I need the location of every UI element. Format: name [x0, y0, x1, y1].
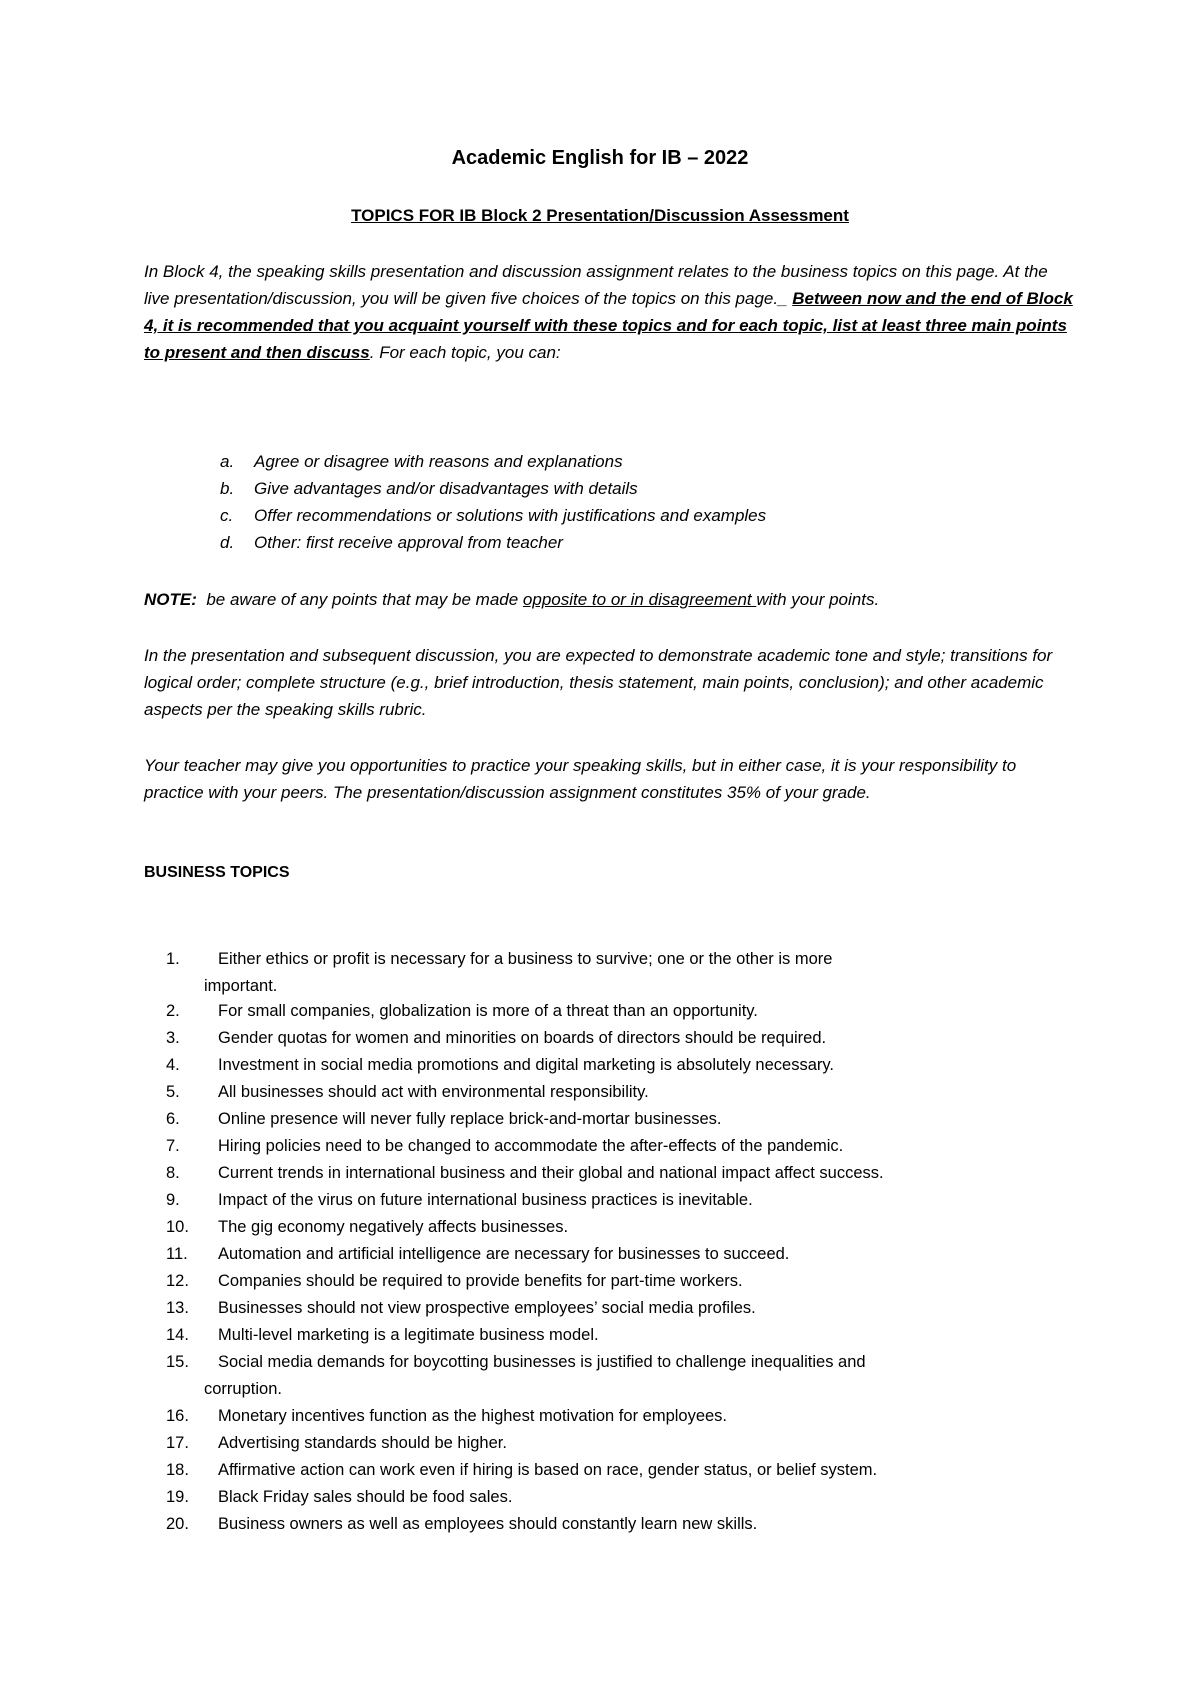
- topic-number: 7.: [166, 1137, 180, 1155]
- topic-text: Gender quotas for women and minorities on boards of directors should be required.: [218, 1029, 827, 1047]
- business-topics-list: [166, 946, 1066, 1538]
- topic-text: Automation and artificial intelligence are necessary for businesses to succeed.: [218, 1245, 790, 1263]
- response-options-list: [220, 448, 1060, 556]
- intro-emphasis: Between now and the end of Block 4, it is recommended that you acquaint yourself with these topics and for each topic, list at least three main points to present and then discuss: [144, 289, 1073, 362]
- note-underlined: opposite to or in disagreement: [522, 590, 757, 609]
- topic-number: 2.: [166, 1002, 180, 1020]
- topic-item: [166, 998, 1066, 1025]
- option-item: [220, 529, 1060, 556]
- topic-text: Multi-level marketing is a legitimate business model.: [218, 1326, 599, 1344]
- option-marker: b.: [220, 479, 235, 498]
- topic-item: [166, 1214, 1066, 1241]
- topic-number: 12.: [166, 1272, 189, 1290]
- topic-text: Either ethics or profit is necessary for a business to survive; one or the other is more: [218, 950, 833, 968]
- option-text: Agree or disagree with reasons and explanations: [254, 452, 623, 471]
- topic-item: [166, 1295, 1066, 1322]
- topic-item: [166, 1187, 1066, 1214]
- option-item: [220, 475, 1060, 502]
- topic-item: [166, 1133, 1066, 1160]
- topic-number: 18.: [166, 1461, 189, 1479]
- note-text-2: with your points.: [756, 590, 880, 609]
- topic-number: 8.: [166, 1164, 180, 1182]
- topic-item: [166, 1241, 1066, 1268]
- expectations-paragraph: In the presentation and subsequent discussion, you are expected to demonstrate academic tone and style; transitions for logical order; complete structure (e.g., brief introduction, thesis statement, main points, conclusion); and other academic aspects per the speaking skills rubric.: [144, 646, 1053, 719]
- topic-number: 10.: [166, 1218, 189, 1236]
- topic-item: [166, 946, 1066, 1000]
- option-marker: a.: [220, 452, 235, 471]
- topic-item: [166, 1484, 1066, 1511]
- topic-text-continued: corruption.: [204, 1380, 282, 1398]
- topic-text: Black Friday sales should be food sales.: [218, 1488, 513, 1506]
- topic-number: 14.: [166, 1326, 189, 1344]
- topic-text: The gig economy negatively affects businesses.: [218, 1218, 569, 1236]
- note-label: NOTE:: [144, 590, 197, 609]
- topic-number: 19.: [166, 1488, 189, 1506]
- option-item: [220, 448, 1060, 475]
- topic-text: Online presence will never fully replace brick-and-mortar businesses.: [218, 1110, 722, 1128]
- topic-text: Business owners as well as employees should constantly learn new skills.: [218, 1515, 758, 1533]
- topic-text: Social media demands for boycotting businesses is justified to challenge inequalities and: [218, 1353, 866, 1371]
- option-marker: c.: [220, 506, 234, 525]
- topic-item: [166, 1052, 1066, 1079]
- topic-number: 16.: [166, 1407, 189, 1425]
- topic-text-continued: important.: [204, 977, 278, 995]
- intro-text-2: . For each topic, you can:: [369, 343, 561, 362]
- topic-number: 3.: [166, 1029, 180, 1047]
- topic-number: 20.: [166, 1515, 189, 1533]
- option-text: Other: first receive approval from teacher: [254, 533, 563, 552]
- topic-text: Impact of the virus on future international business practices is inevitable.: [218, 1191, 753, 1209]
- topic-item: [166, 1322, 1066, 1349]
- page-subtitle: TOPICS FOR IB Block 2 Presentation/Discussion Assessment: [351, 206, 849, 225]
- topic-text: Investment in social media promotions and digital marketing is absolutely necessary.: [218, 1056, 834, 1074]
- topic-text: All businesses should act with environmental responsibility.: [218, 1083, 649, 1101]
- topic-item: [166, 1349, 1066, 1403]
- topic-number: 15.: [166, 1353, 189, 1371]
- topic-number: 4.: [166, 1056, 180, 1074]
- option-text: Give advantages and/or disadvantages with details: [254, 479, 638, 498]
- topic-text: For small companies, globalization is more of a threat than an opportunity.: [218, 1002, 758, 1020]
- topic-item: [166, 1106, 1066, 1133]
- topic-item: [166, 1511, 1066, 1538]
- topic-text: Companies should be required to provide benefits for part-time workers.: [218, 1272, 743, 1290]
- topic-item: [166, 1430, 1066, 1457]
- topic-number: 9.: [166, 1191, 180, 1209]
- practice-paragraph: Your teacher may give you opportunities to practice your speaking skills, but in either case, it is your responsibility to practice with your peers. The presentation/discussion assignment constitutes 35% of your grade.: [144, 756, 1017, 802]
- topic-number: 5.: [166, 1083, 180, 1101]
- topic-number: 17.: [166, 1434, 189, 1452]
- note-text-1: be aware of any points that may be made: [196, 590, 523, 609]
- topic-item: [166, 1079, 1066, 1106]
- topic-text: Monetary incentives function as the highest motivation for employees.: [218, 1407, 728, 1425]
- topic-item: [166, 1160, 1066, 1187]
- topic-item: [166, 1457, 1066, 1484]
- topic-number: 13.: [166, 1299, 189, 1317]
- topic-number: 11.: [166, 1245, 188, 1263]
- note-paragraph: [144, 586, 1074, 613]
- topic-text: Advertising standards should be higher.: [218, 1434, 507, 1452]
- option-text: Offer recommendations or solutions with justifications and examples: [254, 506, 767, 525]
- option-item: [220, 502, 1060, 529]
- section-heading: BUSINESS TOPICS: [144, 864, 290, 881]
- topic-item: [166, 1403, 1066, 1430]
- topic-number: 6.: [166, 1110, 180, 1128]
- topic-text: Businesses should not view prospective employees’ social media profiles.: [218, 1299, 756, 1317]
- option-marker: d.: [220, 533, 235, 552]
- intro-text-1: In Block 4, the speaking skills presentation and discussion assignment relates to the business topics on this page. At the live presentation/discussion, you will be given five choices of the topics on this page._: [144, 262, 1048, 308]
- topic-number: 1.: [166, 950, 180, 968]
- topic-item: [166, 1025, 1066, 1052]
- topic-text: Hiring policies need to be changed to accommodate the after-effects of the pandemic.: [218, 1137, 844, 1155]
- page-title: Academic English for IB – 2022: [451, 147, 749, 169]
- topic-item: [166, 1268, 1066, 1295]
- topic-text: Affirmative action can work even if hiring is based on race, gender status, or belief system.: [218, 1461, 878, 1479]
- topic-text: Current trends in international business and their global and national impact affect success.: [218, 1164, 884, 1182]
- intro-paragraph: [144, 258, 1074, 366]
